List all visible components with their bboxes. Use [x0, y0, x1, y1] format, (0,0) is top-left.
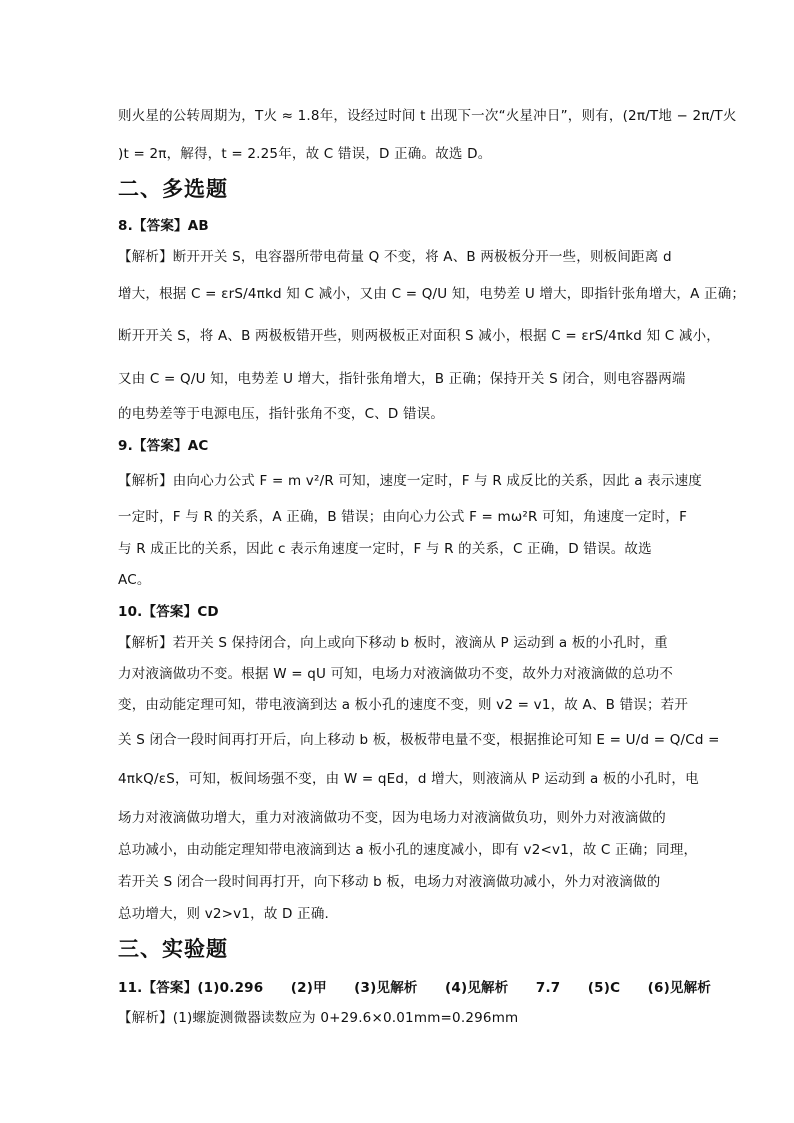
- answer-8: 8.【答案】AB: [118, 218, 209, 234]
- text-line: 【解析】若开关 S 保持闭合，向上或向下移动 b 板时，液滴从 P 运动到 a 板的小孔时，重: [118, 635, 668, 651]
- text-line: 增大，根据 C = εrS/4πkd 知 C 减小，又由 C = Q/U 知，电势差 U 增大，即指针张角增大，A 正确；: [118, 286, 746, 302]
- text-line: 断开开关 S，将 A、B 两极板错开些，则两极板正对面积 S 减小，根据 C = εrS/4πkd 知 C 减小，: [118, 328, 720, 344]
- text-line: 总功减小，由动能定理知带电液滴到达 a 板小孔的速度减小，即有 v2<v1，故 C 正确；同理，: [118, 842, 698, 858]
- text-line: 4πkQ/εS，可知，板间场强不变，由 W = qEd，d 增大，则液滴从 P 运动到 a 板的小孔时，电: [118, 771, 699, 787]
- text-line: 【解析】断开开关 S，电容器所带电荷量 Q 不变，将 A、B 两极板分开一些，则板间距离 d: [118, 249, 672, 265]
- text-line: AC。: [118, 572, 151, 588]
- text-line: 总功增大，则 v2>v1，故 D 正确.: [118, 906, 330, 922]
- text-line: 力对液滴做功不变。根据 W = qU 可知，电场力对液滴做功不变，故外力对液滴做的总功不: [118, 666, 674, 682]
- answer-9: 9.【答案】AC: [118, 438, 209, 454]
- section-heading-experiment: 三、实验题: [118, 937, 228, 961]
- section-heading-multiple-choice: 二、多选题: [118, 177, 228, 201]
- text-line: 则火星的公转周期为，T火 ≈ 1.8年，设经过时间 t 出现下一次“火星冲日”，则有，(2π/T地 − 2π/T火: [118, 108, 737, 124]
- text-line: 场力对液滴做功增大，重力对液滴做功不变，因为电场力对液滴做负功，则外力对液滴做的: [118, 810, 666, 826]
- answer-11: 11.【答案】(1)0.296 (2)甲 (3)见解析 (4)见解析 7.7 (5)C (6)见解析: [118, 980, 712, 996]
- text-line: 【解析】由向心力公式 F = m v²/R 可知，速度一定时，F 与 R 成反比的关系，因此 a 表示速度: [118, 473, 702, 489]
- text-line: 变，由动能定理可知，带电液滴到达 a 板小孔的速度不变，则 v2 = v1，故 A、B 错误；若开: [118, 697, 689, 713]
- text-line: 若开关 S 闭合一段时间再打开，向下移动 b 板，电场力对液滴做功减小，外力对液滴做的: [118, 874, 661, 890]
- text-line: 一定时，F 与 R 的关系，A 正确，B 错误；由向心力公式 F = mω²R 可知，角速度一定时，F: [118, 509, 688, 525]
- text-line: 【解析】(1)螺旋测微器读数应为 0+29.6×0.01mm=0.296mm: [118, 1010, 519, 1026]
- answer-10: 10.【答案】CD: [118, 604, 219, 620]
- text-line: 又由 C = Q/U 知，电势差 U 增大，指针张角增大，B 正确；保持开关 S 闭合，则电容器两端: [118, 371, 686, 387]
- text-line: 关 S 闭合一段时间再打开后，向上移动 b 板，极板带电量不变，根据推论可知 E = U/d = Q/Cd =: [118, 732, 720, 748]
- text-line: 与 R 成正比的关系，因此 c 表示角速度一定时，F 与 R 的关系，C 正确，D 错误。故选: [118, 541, 652, 557]
- text-line: )t = 2π，解得，t = 2.25年，故 C 错误，D 正确。故选 D。: [118, 146, 492, 162]
- text-line: 的电势差等于电源电压，指针张角不变，C、D 错误。: [118, 406, 445, 422]
